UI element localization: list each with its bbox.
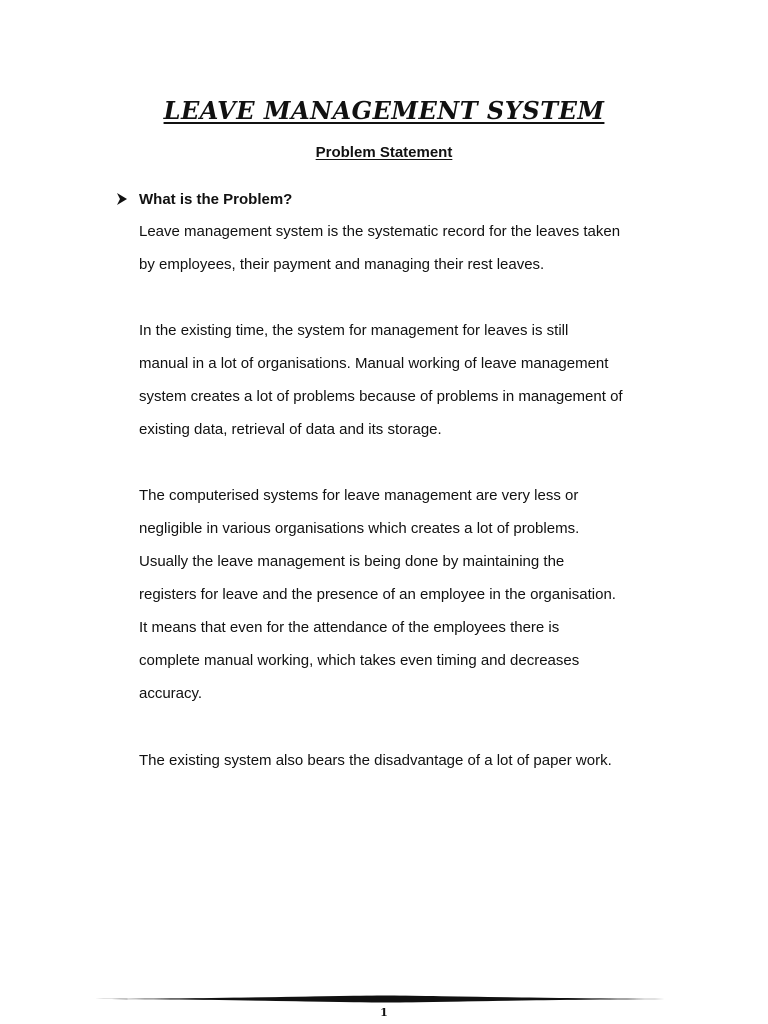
paragraph-existing-time bbox=[139, 314, 699, 446]
paragraph-line: accuracy. bbox=[139, 685, 203, 702]
paragraph-line: existing data, retrieval of data and its storage. bbox=[139, 421, 442, 438]
paragraph-line: Usually the leave management is being done by maintaining the bbox=[139, 553, 565, 570]
bullet-heading-row bbox=[115, 188, 292, 210]
footer-divider bbox=[95, 994, 675, 1004]
paragraph-line: registers for leave and the presence of an employee in the organisation. bbox=[139, 586, 616, 603]
paragraph-line: by employees, their payment and managing their rest leaves. bbox=[139, 256, 545, 273]
paragraph-line: Leave management system is the systematic record for the leaves taken bbox=[139, 223, 621, 240]
paragraph-line: It means that even for the attendance of the employees there is bbox=[139, 619, 560, 636]
paragraph-line: system creates a lot of problems because of problems in management of bbox=[139, 388, 623, 405]
paragraph-definition bbox=[139, 215, 699, 281]
paragraph-computerised-systems bbox=[139, 479, 699, 710]
arrow-bullet-icon bbox=[115, 192, 139, 206]
document-title: LEAVE MANAGEMENT SYSTEM bbox=[163, 96, 605, 125]
section-subtitle: Problem Statement bbox=[315, 144, 453, 161]
paragraph-line: complete manual working, which takes even timing and decreases bbox=[139, 652, 580, 669]
page-number: 1 bbox=[380, 1006, 388, 1019]
paragraph-paper-work bbox=[139, 744, 699, 777]
paragraph-line: The existing system also bears the disadvantage of a lot of paper work. bbox=[139, 752, 612, 769]
problem-heading: What is the Problem? bbox=[139, 190, 293, 208]
paragraph-line: In the existing time, the system for management for leaves is still bbox=[139, 322, 569, 339]
paragraph-line: manual in a lot of organisations. Manual working of leave management bbox=[139, 355, 609, 372]
paragraph-line: negligible in various organisations which creates a lot of problems. bbox=[139, 520, 580, 537]
paragraph-line: The computerised systems for leave management are very less or bbox=[139, 487, 579, 504]
